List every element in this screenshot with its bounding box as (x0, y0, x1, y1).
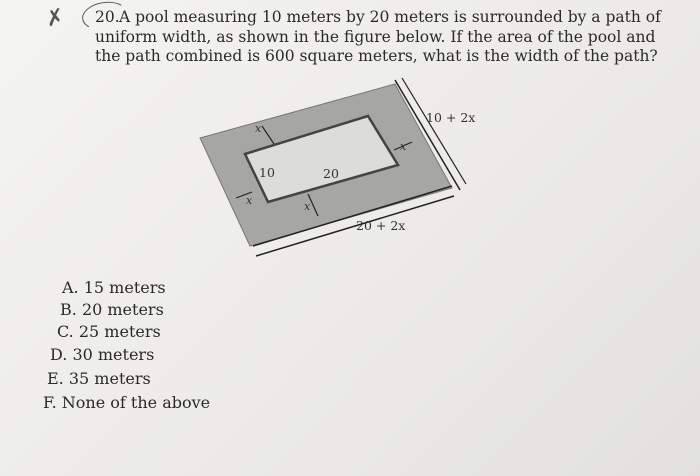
path-width-label-top: x (255, 122, 262, 135)
path-width-label-bottom: x (304, 200, 311, 213)
choice-letter: D. (50, 345, 68, 364)
choice-c[interactable] (57, 322, 161, 341)
choice-text: 15 meters (83, 278, 166, 297)
path-width-label-left: x (246, 194, 253, 207)
choice-text: 30 meters (72, 345, 155, 364)
question-prompt (95, 8, 675, 67)
choice-text: 20 meters (81, 300, 164, 319)
choice-a[interactable] (62, 278, 166, 297)
choice-e[interactable] (47, 369, 151, 388)
pool-length-label: 20 (323, 166, 339, 181)
choice-text: 25 meters (78, 322, 161, 341)
choice-b[interactable] (60, 300, 164, 319)
choice-text: None of the above (61, 393, 211, 412)
choice-f[interactable] (43, 393, 210, 412)
choice-d[interactable] (50, 345, 154, 364)
choice-letter: A. (62, 278, 79, 297)
choice-letter: B. (60, 300, 77, 319)
outer-width-label: 10 + 2x (426, 110, 476, 125)
choice-letter: F. (43, 393, 57, 412)
pool-figure (190, 70, 480, 260)
choice-letter: C. (57, 322, 74, 341)
question-number: 20. (95, 8, 120, 26)
choice-letter: E. (47, 369, 64, 388)
handwritten-cross-mark: ✗ (43, 4, 67, 33)
path-width-label-right: x (400, 140, 407, 153)
pool-width-label: 10 (259, 165, 275, 180)
pool-diagram (190, 70, 480, 260)
outer-length-label: 20 + 2x (356, 218, 406, 233)
question-body: A pool measuring 10 meters by 20 meters is surrounded by a path of uniform width, as shown in the figure below. If the area of the pool and the path combined is 600 square meters, what is the width of the path? (95, 8, 661, 65)
choice-text: 35 meters (68, 369, 151, 388)
